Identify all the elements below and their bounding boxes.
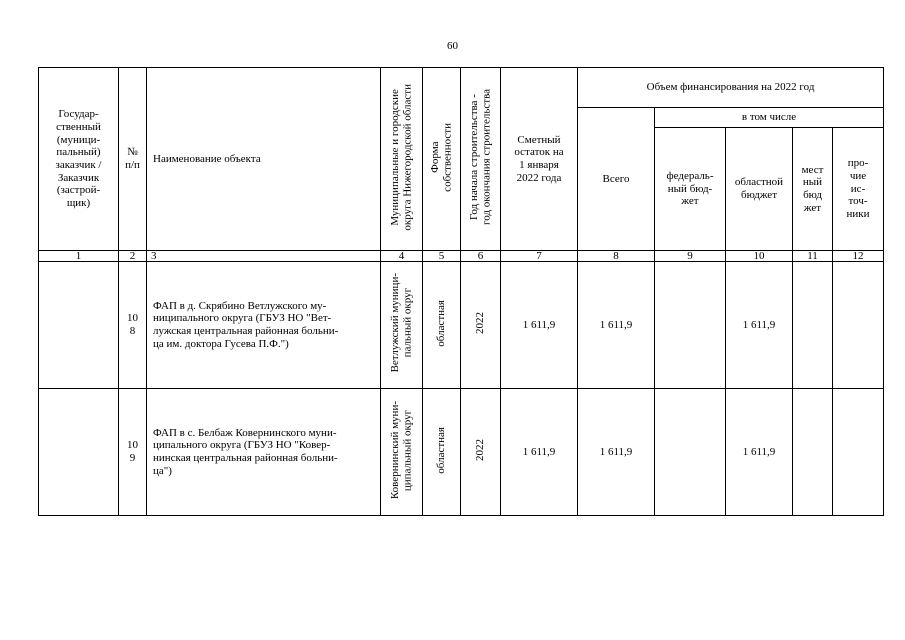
column-number: 8 bbox=[578, 251, 655, 262]
row-municipality: Ковернинский муни- ципальный округ bbox=[381, 389, 423, 516]
header-ownership: Форма собственности bbox=[423, 68, 461, 251]
row-other bbox=[833, 389, 884, 516]
row-number: 10 8 bbox=[119, 262, 147, 389]
row-years: 2022 bbox=[461, 262, 501, 389]
row-federal bbox=[655, 262, 726, 389]
column-number: 9 bbox=[655, 251, 726, 262]
table-row bbox=[39, 389, 884, 516]
row-regional: 1 611,9 bbox=[726, 389, 793, 516]
column-number: 7 bbox=[501, 251, 578, 262]
header-customer: Государ- ственный (муници- пальный) заказчик / Заказчик (застрой- щик) bbox=[39, 68, 119, 251]
row-customer bbox=[39, 262, 119, 389]
row-municipality: Ветлужский муници- пальный округ bbox=[381, 262, 423, 389]
header-federal: федераль- ный бюд- жет bbox=[655, 128, 726, 251]
column-number: 5 bbox=[423, 251, 461, 262]
column-number: 4 bbox=[381, 251, 423, 262]
header-including: в том числе bbox=[655, 108, 884, 128]
row-local bbox=[793, 389, 833, 516]
header-number: № п/п bbox=[119, 68, 147, 251]
column-number: 1 bbox=[39, 251, 119, 262]
column-number: 11 bbox=[793, 251, 833, 262]
header-local: мест ный бюд жет bbox=[793, 128, 833, 251]
row-federal bbox=[655, 389, 726, 516]
column-number: 6 bbox=[461, 251, 501, 262]
header-total: Всего bbox=[578, 108, 655, 251]
column-number: 3 bbox=[147, 251, 381, 262]
row-other bbox=[833, 262, 884, 389]
row-object-name: ФАП в д. Скрябино Ветлужского му- ниципального округа (ГБУЗ НО "Вет- лужская центральная районная больни- ца им. доктора Гусева П.Ф.") bbox=[147, 262, 381, 389]
row-regional: 1 611,9 bbox=[726, 262, 793, 389]
header-regional: областной бюджет bbox=[726, 128, 793, 251]
header-object-name: Наименование объекта bbox=[147, 68, 381, 251]
row-total: 1 611,9 bbox=[578, 262, 655, 389]
table-row bbox=[39, 262, 884, 389]
row-ownership: областная bbox=[423, 262, 461, 389]
row-number: 10 9 bbox=[119, 389, 147, 516]
row-estimate-balance: 1 611,9 bbox=[501, 389, 578, 516]
row-customer bbox=[39, 389, 119, 516]
header-years: Год начала строительства - год окончания строительства bbox=[461, 68, 501, 251]
page-number: 60 bbox=[447, 40, 458, 52]
row-estimate-balance: 1 611,9 bbox=[501, 262, 578, 389]
header-funding-volume: Объем финансирования на 2022 год bbox=[578, 68, 884, 108]
column-number: 10 bbox=[726, 251, 793, 262]
header-municipality: Муниципальные и городские округа Нижегородской области bbox=[381, 68, 423, 251]
row-local bbox=[793, 262, 833, 389]
column-number: 2 bbox=[119, 251, 147, 262]
header-estimate-balance: Сметный остаток на 1 января 2022 года bbox=[501, 68, 578, 251]
column-number: 12 bbox=[833, 251, 884, 262]
financing-table bbox=[38, 67, 884, 516]
column-numbers-row bbox=[39, 251, 884, 262]
row-object-name: ФАП в с. Белбаж Ковернинского муни- ципального округа (ГБУЗ НО "Ковер- нинская центральная районная больни- ца") bbox=[147, 389, 381, 516]
row-ownership: областная bbox=[423, 389, 461, 516]
row-total: 1 611,9 bbox=[578, 389, 655, 516]
row-years: 2022 bbox=[461, 389, 501, 516]
header-other: про- чие ис- точ- ники bbox=[833, 128, 884, 251]
